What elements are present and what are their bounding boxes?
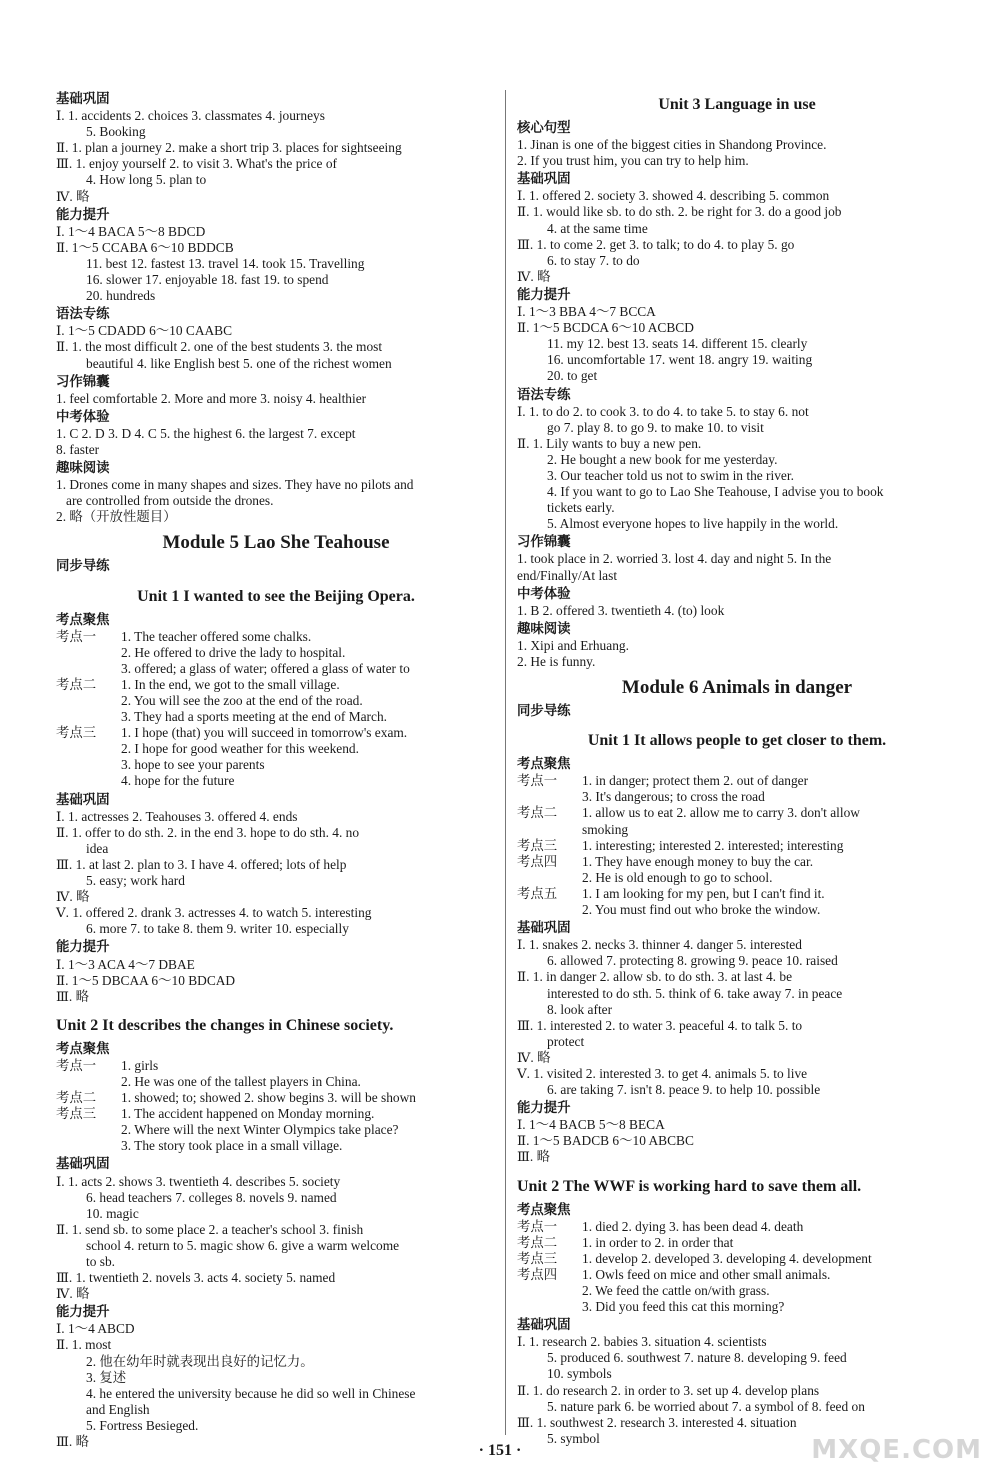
key-point-label: 考点三 — [56, 725, 97, 741]
key-point-line — [517, 1251, 957, 1267]
section-heading: 考点聚焦 — [56, 612, 110, 628]
answer-line: and English — [86, 1401, 150, 1417]
unit-title: Unit 3 Language in use — [658, 96, 816, 113]
answer-line: 4. he entered the university because he did so well in Chinese — [86, 1385, 416, 1401]
answer-line: Ⅲ. 1. twentieth 2. novels 3. acts 4. society 5. named — [56, 1270, 336, 1286]
answer-line: 1. Drones come in many shapes and sizes. They have no pilots and — [56, 477, 414, 493]
answer-line: Ⅰ. 1～5 CDADD 6～10 CAABC — [56, 323, 233, 339]
section-heading: 能力提升 — [56, 207, 110, 223]
unit-title: Unit 2 The WWF is working hard to save them all. — [517, 1177, 862, 1195]
key-point-label: 考点一 — [517, 1218, 558, 1234]
answer-line: Ⅱ. 1. offer to do sth. 2. in the end 3. hope to do sth. 4. no — [56, 824, 360, 840]
answer-line: 1. C 2. D 3. D 4. C 5. the highest 6. the largest 7. except — [56, 425, 356, 441]
key-point-line — [517, 1235, 957, 1251]
answer-line: 20. hundreds — [86, 288, 156, 304]
answer-line: idea — [86, 840, 109, 856]
key-point-line — [56, 1090, 496, 1106]
section-heading: 基础巩固 — [56, 792, 110, 808]
answer-line: Ⅲ. 1. to come 2. get 3. to talk; to do 4. to play 5. go — [517, 236, 795, 252]
answer-text: 1. develop 2. developed 3. developing 4. development — [582, 1250, 872, 1266]
section-heading: 语法专练 — [517, 387, 571, 403]
key-point-line — [517, 838, 957, 854]
answer-line: 8. look after — [547, 1001, 613, 1017]
answer-line: 6. to stay 7. to do — [547, 252, 640, 268]
answer-line: 2. He bought a new book for me yesterday. — [547, 451, 778, 467]
section-heading: 同步导练 — [56, 559, 110, 575]
key-point-line — [517, 773, 957, 789]
answer-text: 1. in danger; protect them 2. out of danger — [582, 773, 809, 789]
key-point-label: 考点三 — [517, 837, 558, 853]
answer-text: 1. I am looking for my pen, but I can't find it. — [582, 885, 825, 901]
answer-line: Ⅴ. 1. offered 2. drank 3. actresses 4. to watch 5. interesting — [56, 905, 372, 921]
answer-line: end/Finally/At last — [517, 567, 618, 583]
key-point-label: 考点三 — [517, 1250, 558, 1266]
key-point-line — [56, 629, 496, 645]
answer-line: 2. He is old enough to go to school. — [582, 869, 773, 885]
answer-line: 8. faster — [56, 441, 100, 457]
section-heading: 基础巩固 — [517, 921, 571, 937]
answer-line: Ⅱ. 1. Lily wants to buy a new pen. — [517, 435, 702, 451]
answer-line: Ⅱ. 1～5 DBCAA 6～10 BDCAD — [56, 972, 236, 988]
answer-line: 3. hope to see your parents — [121, 757, 265, 773]
left-column — [56, 92, 496, 1450]
key-point-label: 考点一 — [56, 1057, 97, 1073]
answer-text: 1. The teacher offered some chalks. — [121, 628, 312, 644]
answer-text: 1. in order to 2. in order that — [582, 1234, 734, 1250]
answer-line: Ⅰ. 1. research 2. babies 3. situation 4. scientists — [517, 1334, 767, 1350]
answer-line: 3. offered; a glass of water; offered a glass of water to — [121, 660, 410, 676]
key-point-line — [56, 677, 496, 693]
section-heading: 能力提升 — [56, 1305, 110, 1321]
key-point-label: 考点四 — [517, 853, 558, 869]
section-heading: 能力提升 — [56, 940, 110, 956]
answer-line: 2. Where will the next Winter Olympics take place? — [121, 1122, 399, 1138]
answer-line: Ⅱ. 1. would like sb. to do sth. 2. be right for 3. do a good job — [517, 204, 842, 220]
answer-line: Ⅰ. 1. actresses 2. Teahouses 3. offered 4. ends — [56, 808, 298, 824]
answer-text: 1. Owls feed on mice and other small animals. — [582, 1266, 831, 1282]
answer-line: 6. are taking 7. isn't 8. peace 9. to help 10. possible — [547, 1082, 821, 1098]
answer-line: 1. feel comfortable 2. More and more 3. noisy 4. healthier — [56, 390, 367, 406]
unit-title: Unit 2 It describes the changes in Chinese society. — [56, 1016, 394, 1034]
answer-line: 20. to get — [547, 368, 598, 384]
answer-line: 2. You must find out who broke the window. — [582, 902, 821, 918]
answer-text: 1. allow us to eat 2. allow me to carry 3. don't allow — [582, 805, 860, 821]
section-heading: 中考体验 — [56, 409, 110, 425]
answer-line: Ⅰ. 1. accidents 2. choices 3. classmates 4. journeys — [56, 108, 325, 124]
section-heading: 基础巩固 — [56, 1157, 110, 1173]
answer-line: 2. 他在幼年时就表现出良好的记忆力。 — [86, 1353, 314, 1369]
answer-line: Ⅱ. 1. plan a journey 2. make a short trip 3. places for sightseeing — [56, 140, 402, 156]
answer-line: 6. head teachers 7. colleges 8. novels 9. named — [86, 1189, 337, 1205]
answer-line: 2. 略（开放性题目） — [56, 509, 177, 525]
section-heading: 同步导练 — [517, 704, 571, 720]
answer-text: 1. I hope (that) you will succeed in tomorrow's exam. — [121, 725, 408, 741]
answer-line: smoking — [582, 821, 629, 837]
answer-line: Ⅰ. 1. offered 2. society 3. showed 4. describing 5. common — [517, 188, 830, 204]
key-point-label: 考点一 — [517, 773, 558, 789]
answer-line: Ⅰ. 1～4 ABCD — [56, 1321, 135, 1337]
section-heading: 能力提升 — [517, 1101, 571, 1117]
answer-line: go 7. play 8. to go 9. to make 10. to visit — [547, 419, 764, 435]
section-heading: 趣味阅读 — [517, 621, 571, 637]
key-point-label: 考点一 — [56, 628, 97, 644]
answer-line: Ⅱ. 1. do research 2. in order to 3. set up 4. develop plans — [517, 1382, 820, 1398]
answer-line: 5. nature park 6. be worried about 7. a symbol of 8. feed on — [547, 1398, 865, 1414]
answer-line: Ⅳ. 略 — [517, 1049, 551, 1065]
key-point-label: 考点四 — [517, 1266, 558, 1282]
answer-line: Ⅴ. 1. visited 2. interested 3. to get 4. animals 5. to live — [517, 1065, 808, 1081]
module-title: Module 5 Lao She Teahouse — [162, 532, 390, 554]
answer-line: 3. 复述 — [86, 1369, 127, 1385]
answer-line: 2. He offered to drive the lady to hospital. — [121, 644, 346, 660]
answer-text: 1. The accident happened on Monday morning. — [121, 1106, 375, 1122]
section-heading: 基础巩固 — [56, 92, 110, 107]
answer-line: Ⅱ. 1. in danger 2. allow sb. to do sth. 3. at last 4. be — [517, 969, 793, 985]
section-heading: 语法专练 — [56, 307, 110, 323]
answer-line: 6. allowed 7. protecting 8. growing 9. peace 10. raised — [547, 953, 838, 969]
answer-line: 2. You will see the zoo at the end of the road. — [121, 693, 363, 708]
answer-line: Ⅲ. 略 — [517, 1149, 550, 1165]
module-title: Module 6 Animals in danger — [621, 677, 853, 699]
answer-line: tickets early. — [547, 500, 615, 516]
answer-text: 1. interesting; interested 2. interested; interesting — [582, 837, 844, 853]
section-heading: 趣味阅读 — [56, 461, 110, 477]
answer-line: interested to do sth. 5. think of 6. take away 7. in peace — [547, 985, 843, 1001]
answer-line: 11. my 12. best 13. seats 14. different 15. clearly — [547, 336, 808, 352]
answer-line: are controlled from outside the drones. — [66, 493, 274, 509]
key-point-line — [517, 1219, 957, 1235]
answer-line: 1. Xipi and Erhuang. — [517, 637, 629, 653]
section-heading: 中考体验 — [517, 586, 571, 602]
section-heading: 基础巩固 — [517, 172, 571, 188]
answer-line: 3. It's dangerous; to cross the road — [582, 789, 765, 805]
answer-line: Ⅲ. 1. interested 2. to water 3. peaceful 4. to talk 5. to — [517, 1017, 803, 1033]
answer-line: 4. hope for the future — [121, 773, 235, 789]
answer-line: Ⅲ. 1. southwest 2. research 3. interested 4. situation — [517, 1414, 797, 1430]
answer-line: 10. magic — [86, 1205, 139, 1221]
answer-line: 2. He is funny. — [517, 654, 596, 669]
answer-line: Ⅲ. 1. enjoy yourself 2. to visit 3. What's the price of — [56, 156, 337, 172]
answer-line: Ⅱ. 1. the most difficult 2. one of the best students 3. the most — [56, 339, 383, 355]
section-heading: 考点聚焦 — [517, 757, 571, 773]
answer-line: Ⅰ. 1. to do 2. to cook 3. to do 4. to take 5. to stay 6. not — [517, 403, 809, 419]
watermark: MXQE.COM — [811, 1435, 982, 1465]
page-number: · 151 · — [478, 1442, 522, 1459]
section-heading: 考点聚焦 — [517, 1202, 571, 1218]
answer-line: 5. Almost everyone hopes to live happily in the world. — [547, 516, 839, 532]
answer-line: Ⅰ. 1. snakes 2. necks 3. thinner 4. danger 5. interested — [517, 937, 802, 953]
answer-line: 5. easy; work hard — [86, 873, 185, 889]
answer-line: protect — [547, 1033, 585, 1049]
answer-line: Ⅰ. 1～3 ACA 4～7 DBAE — [56, 956, 195, 972]
key-point-line — [517, 1267, 957, 1283]
answer-line: Ⅱ. 1～5 CCABA 6～10 BDDCB — [56, 239, 234, 255]
key-point-label: 考点二 — [56, 1090, 97, 1106]
answer-line: Ⅳ. 略 — [517, 268, 551, 284]
answer-line: 5. symbol — [547, 1430, 600, 1446]
answer-line: 5. produced 6. southwest 7. nature 8. developing 9. feed — [547, 1350, 847, 1366]
answer-line: 4. How long 5. plan to — [86, 172, 207, 188]
answer-line: 6. more 7. to take 8. them 9. writer 10. especially — [86, 921, 349, 937]
answer-line: 4. If you want to go to Lao She Teahouse, I advise you to book — [547, 484, 884, 500]
section-heading: 习作锦囊 — [56, 374, 110, 390]
key-point-line — [517, 854, 957, 870]
key-point-line — [56, 1058, 496, 1074]
answer-line: Ⅳ. 略 — [56, 889, 90, 905]
answer-text: 1. showed; to; showed 2. show begins 3. will be shown — [121, 1090, 416, 1106]
key-point-label: 考点二 — [56, 676, 97, 692]
answer-line: to sb. — [86, 1254, 116, 1269]
answer-line: 2. We feed the cattle on/with grass. — [582, 1283, 770, 1298]
answer-line: Ⅲ. 1. at last 2. plan to 3. I have 4. offered; lots of help — [56, 856, 347, 872]
answer-line: 1. B 2. offered 3. twentieth 4. (to) look — [517, 602, 725, 618]
answer-line: 3. Our teacher told us not to swim in the river. — [547, 467, 794, 483]
answer-line: Ⅰ. 1～3 BBA 4～7 BCCA — [517, 304, 656, 320]
key-point-label: 考点三 — [56, 1106, 97, 1122]
answer-line: Ⅲ. 略 — [56, 988, 89, 1004]
answer-line: 16. uncomfortable 17. went 18. angry 19. waiting — [547, 352, 813, 368]
answer-line: 2. I hope for good weather for this weekend. — [121, 741, 359, 757]
answer-line: 1. Jinan is one of the biggest cities in Shandong Province. — [517, 137, 827, 153]
answer-text: 1. girls — [121, 1057, 159, 1073]
key-point-line — [56, 1106, 496, 1122]
answer-text: 1. died 2. dying 3. has been dead 4. death — [582, 1218, 804, 1234]
section-heading: 能力提升 — [517, 287, 571, 303]
answer-line: 3. Did you feed this cat this morning? — [582, 1299, 785, 1315]
answer-line: school 4. return to 5. magic show 6. give a warm welcome — [86, 1237, 400, 1253]
key-point-line — [517, 805, 957, 821]
answer-line: 2. He was one of the tallest players in China. — [121, 1073, 361, 1089]
key-point-label: 考点五 — [517, 885, 558, 901]
answer-line: beautiful 4. like English best 5. one of the richest women — [86, 355, 392, 371]
answer-line: Ⅰ. 1～4 BACA 5～8 BDCD — [56, 223, 206, 239]
answer-line: 11. best 12. fastest 13. travel 14. took 15. Travelling — [86, 255, 365, 271]
answer-line: 5. Fortress Besieged. — [86, 1417, 199, 1433]
key-point-line — [56, 725, 496, 741]
answer-line: Ⅱ. 1. send sb. to some place 2. a teacher's school 3. finish — [56, 1221, 364, 1237]
answer-line: Ⅰ. 1. acts 2. shows 3. twentieth 4. describes 5. society — [56, 1173, 341, 1189]
answer-line: Ⅳ. 略 — [56, 1286, 90, 1302]
section-heading: 习作锦囊 — [517, 535, 571, 551]
section-heading: 核心句型 — [517, 121, 571, 136]
section-heading: 考点聚焦 — [56, 1041, 110, 1057]
answer-line: 10. symbols — [547, 1366, 612, 1382]
answer-line: Ⅰ. 1～4 BACB 5～8 BECA — [517, 1117, 665, 1133]
answer-line: 4. at the same time — [547, 220, 648, 236]
answer-text: 1. In the end, we got to the small village. — [121, 676, 340, 692]
answer-line: Ⅳ. 略 — [56, 188, 90, 204]
answer-line: Ⅱ. 1～5 BCDCA 6～10 ACBCD — [517, 320, 694, 336]
answer-line: 3. The story took place in a small village. — [121, 1138, 343, 1154]
answer-line: Ⅱ. 1. most — [56, 1337, 112, 1353]
key-point-label: 考点二 — [517, 805, 558, 821]
key-point-label: 考点二 — [517, 1234, 558, 1250]
answer-line: 5. Booking — [86, 124, 146, 140]
section-heading: 基础巩固 — [517, 1318, 571, 1334]
answer-line: 16. slower 17. enjoyable 18. fast 19. to spend — [86, 272, 329, 288]
unit-title: Unit 1 I wanted to see the Beijing Opera. — [137, 587, 415, 605]
key-point-line — [517, 886, 957, 902]
right-column — [517, 92, 957, 1447]
answer-text: 1. They have enough money to buy the car. — [582, 853, 814, 869]
answer-line: Ⅲ. 略 — [56, 1434, 89, 1450]
answer-line: 1. took place in 2. worried 3. lost 4. day and night 5. In the — [517, 551, 832, 567]
column-divider — [505, 90, 506, 1435]
answer-line: Ⅱ. 1～5 BADCB 6～10 ABCBC — [517, 1133, 694, 1149]
unit-title: Unit 1 It allows people to get closer to them. — [587, 732, 887, 750]
answer-line: 2. If you trust him, you can try to help him. — [517, 153, 749, 169]
answer-line: 3. They had a sports meeting at the end of March. — [121, 709, 388, 725]
